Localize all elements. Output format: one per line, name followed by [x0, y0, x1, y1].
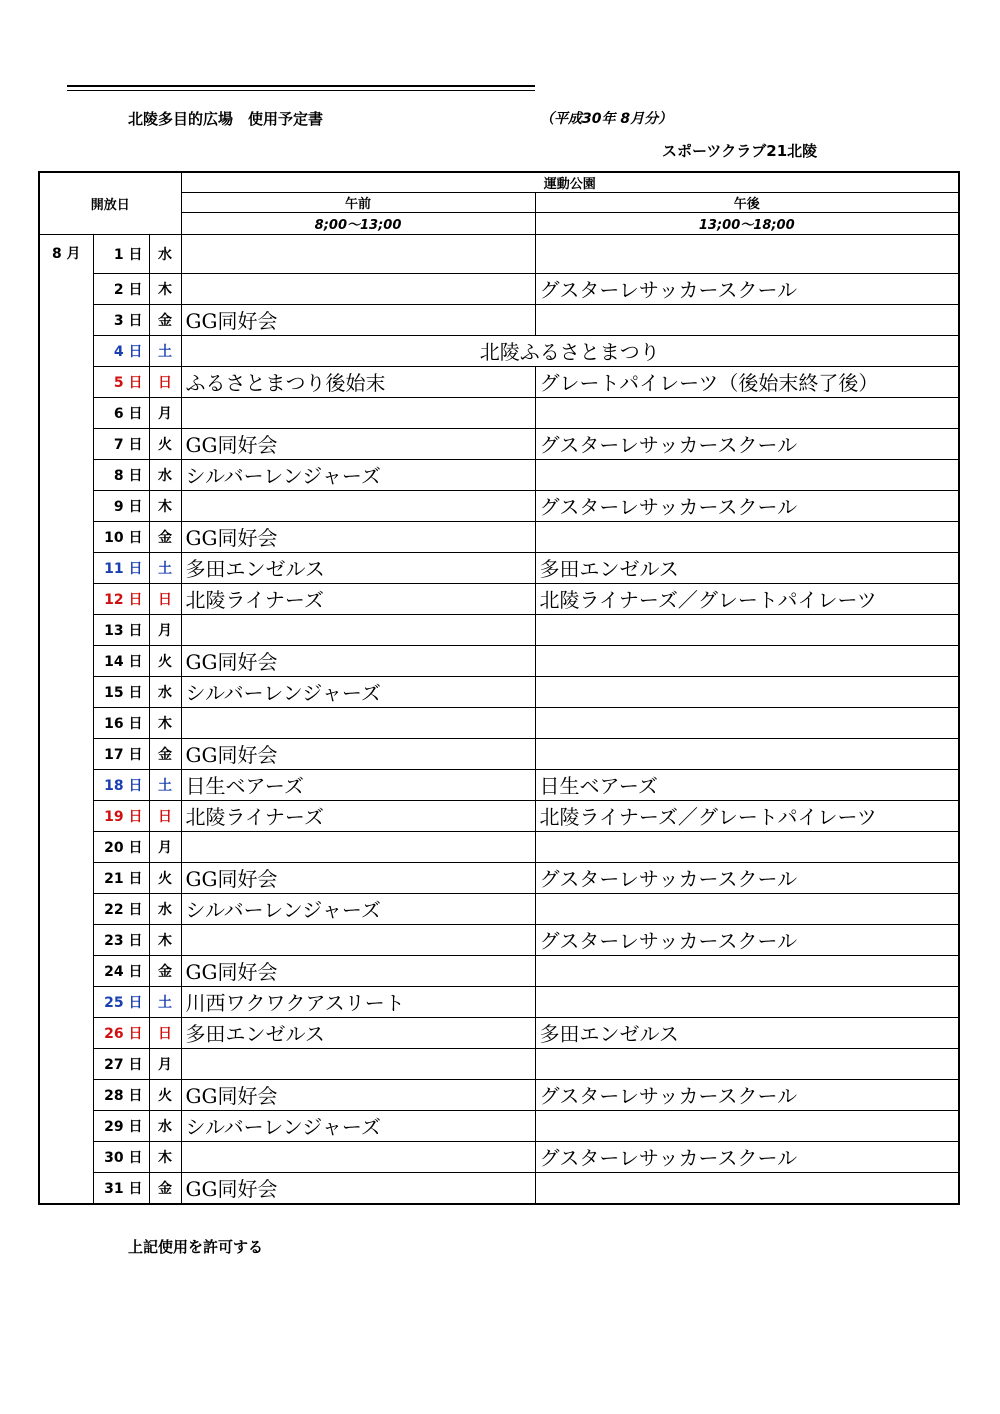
month-cell	[39, 366, 93, 397]
pm-event-cell	[535, 738, 959, 769]
am-event-cell: 多田エンゼルス	[181, 552, 535, 583]
month-cell	[39, 893, 93, 924]
weekday-cell: 金	[149, 521, 181, 552]
table-row	[39, 955, 959, 986]
table-row	[39, 707, 959, 738]
table-row	[39, 800, 959, 831]
day-cell: 20 日	[93, 831, 149, 862]
venue-header: 運動公園	[181, 172, 959, 193]
month-cell	[39, 707, 93, 738]
document-period: （平成30年 8月分）	[540, 111, 673, 127]
month-cell	[39, 335, 93, 366]
table-row	[39, 490, 959, 521]
pm-event-cell	[535, 235, 959, 274]
month-cell	[39, 1017, 93, 1048]
month-cell	[39, 800, 93, 831]
club-name: スポーツクラブ21北陵	[662, 142, 818, 160]
open-day-header: 開放日	[39, 172, 181, 235]
table-row	[39, 862, 959, 893]
pm-event-cell	[535, 955, 959, 986]
weekday-cell: 金	[149, 1172, 181, 1204]
month-label: 8 月	[39, 235, 93, 274]
weekday-cell: 日	[149, 583, 181, 614]
month-cell	[39, 459, 93, 490]
pm-event-cell	[535, 614, 959, 645]
weekday-cell: 日	[149, 1017, 181, 1048]
table-row	[39, 831, 959, 862]
month-cell	[39, 924, 93, 955]
am-event-cell	[181, 1141, 535, 1172]
table-row	[39, 1017, 959, 1048]
day-cell: 8 日	[93, 459, 149, 490]
am-event-cell: GG同好会	[181, 955, 535, 986]
weekday-cell: 水	[149, 676, 181, 707]
pm-event-cell: 日生ベアーズ	[535, 769, 959, 800]
day-cell: 6 日	[93, 397, 149, 428]
weekday-cell: 金	[149, 738, 181, 769]
day-cell: 30 日	[93, 1141, 149, 1172]
top-rule	[67, 85, 535, 87]
day-cell: 10 日	[93, 521, 149, 552]
month-cell	[39, 986, 93, 1017]
table-row	[39, 769, 959, 800]
pm-event-cell: グスターレサッカースクール	[535, 490, 959, 521]
month-cell	[39, 1048, 93, 1079]
pm-event-cell: 多田エンゼルス	[535, 1017, 959, 1048]
pm-event-cell: グスターレサッカースクール	[535, 428, 959, 459]
weekday-cell: 水	[149, 1110, 181, 1141]
pm-event-cell: グスターレサッカースクール	[535, 924, 959, 955]
am-event-cell: 北陵ライナーズ	[181, 800, 535, 831]
am-time-header: 8;00～13;00	[181, 213, 535, 235]
am-event-cell	[181, 397, 535, 428]
day-cell: 14 日	[93, 645, 149, 676]
table-row	[39, 738, 959, 769]
am-event-cell: GG同好会	[181, 645, 535, 676]
day-cell: 16 日	[93, 707, 149, 738]
am-event-cell: シルバーレンジャーズ	[181, 459, 535, 490]
am-event-cell	[181, 614, 535, 645]
am-event-cell	[181, 1048, 535, 1079]
day-cell: 21 日	[93, 862, 149, 893]
month-cell	[39, 583, 93, 614]
pm-event-cell	[535, 1172, 959, 1204]
weekday-cell: 木	[149, 1141, 181, 1172]
weekday-cell: 月	[149, 614, 181, 645]
am-event-cell	[181, 235, 535, 274]
weekday-cell: 火	[149, 1079, 181, 1110]
am-event-cell: 日生ベアーズ	[181, 769, 535, 800]
pm-event-cell: グスターレサッカースクール	[535, 1141, 959, 1172]
am-event-cell	[181, 831, 535, 862]
weekday-cell: 木	[149, 924, 181, 955]
weekday-cell: 土	[149, 986, 181, 1017]
table-row	[39, 366, 959, 397]
table-row	[39, 614, 959, 645]
month-cell	[39, 552, 93, 583]
day-cell: 2 日	[93, 273, 149, 304]
am-event-cell: 多田エンゼルス	[181, 1017, 535, 1048]
weekday-cell: 金	[149, 955, 181, 986]
pm-event-cell	[535, 1110, 959, 1141]
am-event-cell	[181, 490, 535, 521]
pm-event-cell	[535, 521, 959, 552]
pm-header: 午後	[535, 193, 959, 213]
weekday-cell: 金	[149, 304, 181, 335]
month-cell	[39, 521, 93, 552]
month-cell	[39, 273, 93, 304]
table-row	[39, 459, 959, 490]
table-row	[39, 1048, 959, 1079]
month-cell	[39, 862, 93, 893]
am-event-cell	[181, 273, 535, 304]
pm-event-cell	[535, 986, 959, 1017]
am-event-cell: ふるさとまつり後始末	[181, 366, 535, 397]
month-cell	[39, 1172, 93, 1204]
table-row	[39, 304, 959, 335]
pm-event-cell	[535, 397, 959, 428]
day-cell: 5 日	[93, 366, 149, 397]
day-cell: 31 日	[93, 1172, 149, 1204]
table-row	[39, 273, 959, 304]
table-row	[39, 397, 959, 428]
day-cell: 19 日	[93, 800, 149, 831]
pm-event-cell	[535, 831, 959, 862]
pm-event-cell: グスターレサッカースクール	[535, 862, 959, 893]
table-row	[39, 335, 959, 366]
am-event-cell: GG同好会	[181, 1172, 535, 1204]
month-cell	[39, 614, 93, 645]
table-row	[39, 676, 959, 707]
pm-event-cell: グレートパイレーツ（後始末終了後）	[535, 366, 959, 397]
month-cell	[39, 428, 93, 459]
weekday-cell: 水	[149, 459, 181, 490]
weekday-cell: 木	[149, 273, 181, 304]
weekday-cell: 日	[149, 366, 181, 397]
weekday-cell: 日	[149, 800, 181, 831]
am-event-cell: 川西ワクワクアスリート	[181, 986, 535, 1017]
day-cell: 18 日	[93, 769, 149, 800]
month-cell	[39, 831, 93, 862]
weekday-cell: 月	[149, 397, 181, 428]
day-cell: 12 日	[93, 583, 149, 614]
am-event-cell	[181, 924, 535, 955]
day-cell: 7 日	[93, 428, 149, 459]
am-event-cell: GG同好会	[181, 521, 535, 552]
day-cell: 22 日	[93, 893, 149, 924]
pm-event-cell	[535, 1048, 959, 1079]
day-cell: 27 日	[93, 1048, 149, 1079]
schedule-table	[38, 171, 960, 1205]
table-row	[39, 1172, 959, 1204]
am-event-cell: シルバーレンジャーズ	[181, 893, 535, 924]
table-row	[39, 552, 959, 583]
weekday-cell: 火	[149, 862, 181, 893]
pm-event-cell	[535, 707, 959, 738]
weekday-cell: 月	[149, 831, 181, 862]
table-row	[39, 924, 959, 955]
table-row	[39, 583, 959, 614]
pm-event-cell: グスターレサッカースクール	[535, 1079, 959, 1110]
weekday-cell: 水	[149, 893, 181, 924]
all-day-event-cell: 北陵ふるさとまつり	[181, 335, 959, 366]
pm-event-cell	[535, 645, 959, 676]
am-event-cell: GG同好会	[181, 862, 535, 893]
table-row	[39, 428, 959, 459]
month-cell	[39, 955, 93, 986]
weekday-cell: 木	[149, 707, 181, 738]
day-cell: 15 日	[93, 676, 149, 707]
pm-event-cell	[535, 304, 959, 335]
pm-event-cell: グスターレサッカースクール	[535, 273, 959, 304]
weekday-cell: 月	[149, 1048, 181, 1079]
pm-event-cell: 多田エンゼルス	[535, 552, 959, 583]
table-row	[39, 235, 959, 274]
day-cell: 28 日	[93, 1079, 149, 1110]
day-cell: 26 日	[93, 1017, 149, 1048]
am-event-cell: GG同好会	[181, 738, 535, 769]
month-cell	[39, 490, 93, 521]
table-row	[39, 1079, 959, 1110]
table-row	[39, 986, 959, 1017]
am-event-cell: シルバーレンジャーズ	[181, 676, 535, 707]
month-cell	[39, 645, 93, 676]
document-title: 北陵多目的広場 使用予定書	[128, 110, 324, 128]
day-cell: 4 日	[93, 335, 149, 366]
day-cell: 17 日	[93, 738, 149, 769]
am-event-cell: GG同好会	[181, 428, 535, 459]
day-cell: 25 日	[93, 986, 149, 1017]
day-cell: 1 日	[93, 235, 149, 274]
month-cell	[39, 1110, 93, 1141]
table-row	[39, 645, 959, 676]
month-cell	[39, 1141, 93, 1172]
am-event-cell: シルバーレンジャーズ	[181, 1110, 535, 1141]
table-row	[39, 893, 959, 924]
month-cell	[39, 304, 93, 335]
month-cell	[39, 676, 93, 707]
top-rule-thin	[67, 90, 535, 91]
table-row	[39, 521, 959, 552]
day-cell: 13 日	[93, 614, 149, 645]
am-event-cell: GG同好会	[181, 304, 535, 335]
day-cell: 3 日	[93, 304, 149, 335]
weekday-cell: 土	[149, 769, 181, 800]
pm-event-cell: 北陵ライナーズ／グレートパイレーツ	[535, 800, 959, 831]
day-cell: 29 日	[93, 1110, 149, 1141]
table-row	[39, 1141, 959, 1172]
weekday-cell: 土	[149, 335, 181, 366]
pm-time-header: 13;00～18;00	[535, 213, 959, 235]
day-cell: 11 日	[93, 552, 149, 583]
pm-event-cell	[535, 459, 959, 490]
pm-event-cell	[535, 676, 959, 707]
am-event-cell	[181, 707, 535, 738]
month-cell	[39, 738, 93, 769]
am-header: 午前	[181, 193, 535, 213]
weekday-cell: 火	[149, 428, 181, 459]
pm-event-cell	[535, 893, 959, 924]
month-cell	[39, 397, 93, 428]
month-cell	[39, 769, 93, 800]
weekday-cell: 土	[149, 552, 181, 583]
day-cell: 24 日	[93, 955, 149, 986]
weekday-cell: 水	[149, 235, 181, 274]
am-event-cell: 北陵ライナーズ	[181, 583, 535, 614]
approval-note: 上記使用を許可する	[128, 1238, 264, 1256]
weekday-cell: 火	[149, 645, 181, 676]
month-cell	[39, 1079, 93, 1110]
day-cell: 9 日	[93, 490, 149, 521]
weekday-cell: 木	[149, 490, 181, 521]
table-row	[39, 1110, 959, 1141]
day-cell: 23 日	[93, 924, 149, 955]
am-event-cell: GG同好会	[181, 1079, 535, 1110]
pm-event-cell: 北陵ライナーズ／グレートパイレーツ	[535, 583, 959, 614]
